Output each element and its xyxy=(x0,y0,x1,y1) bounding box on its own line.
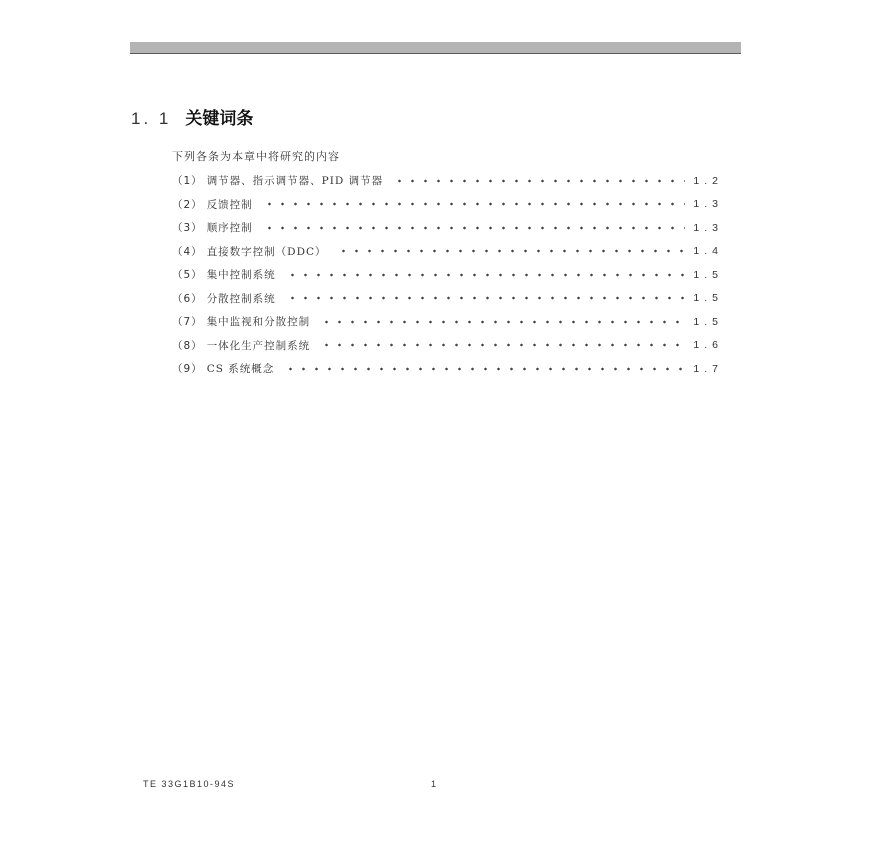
toc-item xyxy=(172,310,723,334)
toc-item-page: 1.6 xyxy=(693,339,723,352)
toc-item-label: 一体化生产控制系统 xyxy=(206,339,311,352)
dot-leader xyxy=(263,226,686,230)
toc-item-number: （6） xyxy=(172,292,203,305)
dot-leader xyxy=(284,367,685,371)
toc-list xyxy=(172,169,723,381)
toc-item-number: （3） xyxy=(172,222,203,235)
toc-item-page: 1.3 xyxy=(693,221,723,234)
toc-item-label: CS 系统概念 xyxy=(206,363,275,376)
toc-item xyxy=(172,334,723,358)
header-rule-bar xyxy=(130,42,741,54)
dot-leader xyxy=(286,273,686,277)
toc-item-number: （9） xyxy=(172,363,203,376)
section-heading xyxy=(131,104,253,128)
toc-item-number: （1） xyxy=(172,175,203,188)
toc-item-label: 集中监视和分散控制 xyxy=(206,316,311,329)
toc-item-page: 1.5 xyxy=(693,268,723,281)
section-title: 关键词条 xyxy=(185,109,254,129)
toc-item xyxy=(172,287,723,311)
toc-item-label: 调节器、指示调节器、PID 调节器 xyxy=(206,175,384,188)
intro-text: 下列各条为本章中将研究的内容 xyxy=(172,150,340,163)
dot-leader xyxy=(263,202,686,206)
toc-item-page: 1.7 xyxy=(693,362,723,375)
toc-item xyxy=(172,169,723,193)
dot-leader xyxy=(393,179,685,183)
toc-item-number: （2） xyxy=(172,198,203,211)
dot-leader xyxy=(320,320,685,324)
toc-item xyxy=(172,240,723,264)
toc-item-number: （5） xyxy=(172,269,203,282)
toc-item-page: 1.5 xyxy=(693,315,723,328)
section-number: 1. 1 xyxy=(131,109,172,128)
toc-item-label: 反馈控制 xyxy=(206,198,253,211)
toc-item-label: 顺序控制 xyxy=(206,222,253,235)
dot-leader xyxy=(320,343,685,347)
toc-item xyxy=(172,263,723,287)
toc-item-page: 1.5 xyxy=(693,292,723,305)
toc-item xyxy=(172,193,723,217)
toc-item xyxy=(172,357,723,381)
footer-document-id: TE 33G1B10-94S xyxy=(143,779,236,789)
dot-leader xyxy=(286,296,686,300)
toc-item-number: （7） xyxy=(172,316,203,329)
footer-page-number: 1 xyxy=(431,779,437,789)
toc-item-page: 1.4 xyxy=(693,245,723,258)
toc-item-label: 集中控制系统 xyxy=(206,269,276,282)
dot-leader xyxy=(337,249,686,253)
toc-item-number: （8） xyxy=(172,339,203,352)
toc-item-number: （4） xyxy=(172,245,203,258)
toc-item-page: 1.3 xyxy=(693,198,723,211)
toc-item xyxy=(172,216,723,240)
toc-item-label: 分散控制系统 xyxy=(206,292,276,305)
toc-item-label: 直接数字控制（DDC） xyxy=(206,245,327,258)
toc-item-page: 1.2 xyxy=(693,174,723,187)
